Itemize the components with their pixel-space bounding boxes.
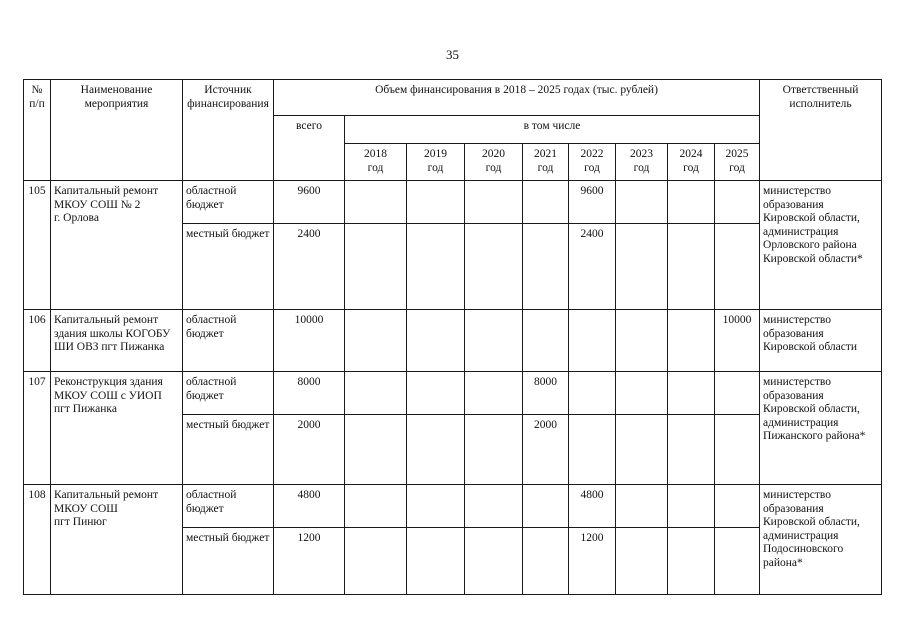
table-row (24, 485, 882, 528)
amount-year (345, 372, 407, 415)
header-year: 2019 год (407, 144, 465, 181)
amount-total: 9600 (274, 181, 345, 224)
amount-year (616, 310, 668, 372)
amount-year (407, 415, 465, 485)
amount-year (465, 310, 523, 372)
event-name: Капитальный ремонт МКОУ СОШ пгт Пинюг (51, 485, 183, 595)
amount-year (407, 224, 465, 310)
header-year: 2023 год (616, 144, 668, 181)
amount-year (668, 181, 715, 224)
amount-year (465, 372, 523, 415)
amount-year (616, 181, 668, 224)
amount-total: 2400 (274, 224, 345, 310)
amount-year (715, 528, 760, 595)
row-number: 108 (24, 485, 51, 595)
row-number: 105 (24, 181, 51, 310)
amount-year: 2400 (569, 224, 616, 310)
row-number: 106 (24, 310, 51, 372)
amount-year: 9600 (569, 181, 616, 224)
amount-year (616, 415, 668, 485)
funding-source: местный бюджет (183, 224, 274, 310)
amount-year (668, 415, 715, 485)
amount-year (715, 485, 760, 528)
amount-year (465, 528, 523, 595)
header-year: 2025 год (715, 144, 760, 181)
funding-source: местный бюджет (183, 528, 274, 595)
amount-total: 4800 (274, 485, 345, 528)
amount-year (523, 224, 569, 310)
amount-year (345, 181, 407, 224)
amount-year (345, 528, 407, 595)
amount-year (668, 224, 715, 310)
financing-table (23, 79, 882, 595)
amount-year (715, 224, 760, 310)
amount-year (465, 224, 523, 310)
event-name: Капитальный ремонт здания школы КОГОБУ ШИ ОВЗ пгт Пижанка (51, 310, 183, 372)
amount-year (715, 415, 760, 485)
funding-source: областной бюджет (183, 310, 274, 372)
header-no: № п/п (24, 80, 51, 181)
amount-total: 2000 (274, 415, 345, 485)
header-year: 2024 год (668, 144, 715, 181)
amount-year: 8000 (523, 372, 569, 415)
amount-year (616, 372, 668, 415)
table-row (24, 181, 882, 224)
header-volume: Объем финансирования в 2018 – 2025 годах (тыс. рублей) (274, 80, 760, 116)
table-row (24, 372, 882, 415)
responsible-executor: министерство образования Кировской области (760, 310, 882, 372)
responsible-executor: министерство образования Кировской области, администрация Орловского района Кировской области* (760, 181, 882, 310)
amount-year: 2000 (523, 415, 569, 485)
amount-year (407, 528, 465, 595)
header-year: 2018 год (345, 144, 407, 181)
header-responsible: Ответственный исполнитель (760, 80, 882, 181)
funding-source: областной бюджет (183, 485, 274, 528)
amount-year (465, 415, 523, 485)
amount-year (345, 224, 407, 310)
amount-year (345, 485, 407, 528)
amount-year (407, 310, 465, 372)
amount-total: 1200 (274, 528, 345, 595)
amount-year (345, 415, 407, 485)
amount-year: 4800 (569, 485, 616, 528)
amount-year (407, 485, 465, 528)
header-name: Наименование мероприятия (51, 80, 183, 181)
amount-year: 10000 (715, 310, 760, 372)
amount-year (569, 372, 616, 415)
amount-year (616, 528, 668, 595)
header-year: 2022 год (569, 144, 616, 181)
amount-year (569, 310, 616, 372)
responsible-executor: министерство образования Кировской области, администрация Пижанского района* (760, 372, 882, 485)
amount-year: 1200 (569, 528, 616, 595)
amount-year (668, 528, 715, 595)
amount-year (668, 372, 715, 415)
amount-total: 8000 (274, 372, 345, 415)
header-year: 2021 год (523, 144, 569, 181)
row-number: 107 (24, 372, 51, 485)
amount-year (523, 310, 569, 372)
amount-year (345, 310, 407, 372)
funding-source: областной бюджет (183, 372, 274, 415)
event-name: Реконструкция здания МКОУ СОШ с УИОП пгт Пижанка (51, 372, 183, 485)
amount-year (616, 485, 668, 528)
header-including: в том числе (345, 116, 760, 144)
page-number: 35 (446, 47, 459, 62)
responsible-executor: министерство образования Кировской области, администрация Подосиновского района* (760, 485, 882, 595)
amount-year (523, 181, 569, 224)
amount-year (616, 224, 668, 310)
funding-source: областной бюджет (183, 181, 274, 224)
funding-source: местный бюджет (183, 415, 274, 485)
amount-year (668, 310, 715, 372)
table-row (24, 310, 882, 372)
amount-year (715, 181, 760, 224)
amount-year (569, 415, 616, 485)
amount-year (523, 485, 569, 528)
event-name: Капитальный ремонт МКОУ СОШ № 2 г. Орлова (51, 181, 183, 310)
amount-year (523, 528, 569, 595)
header-year: 2020 год (465, 144, 523, 181)
amount-year (407, 372, 465, 415)
amount-total: 10000 (274, 310, 345, 372)
amount-year (465, 485, 523, 528)
amount-year (668, 485, 715, 528)
amount-year (407, 181, 465, 224)
header-source: Источник финансирования (183, 80, 274, 181)
amount-year (465, 181, 523, 224)
amount-year (715, 372, 760, 415)
header-total: всего (274, 116, 345, 181)
